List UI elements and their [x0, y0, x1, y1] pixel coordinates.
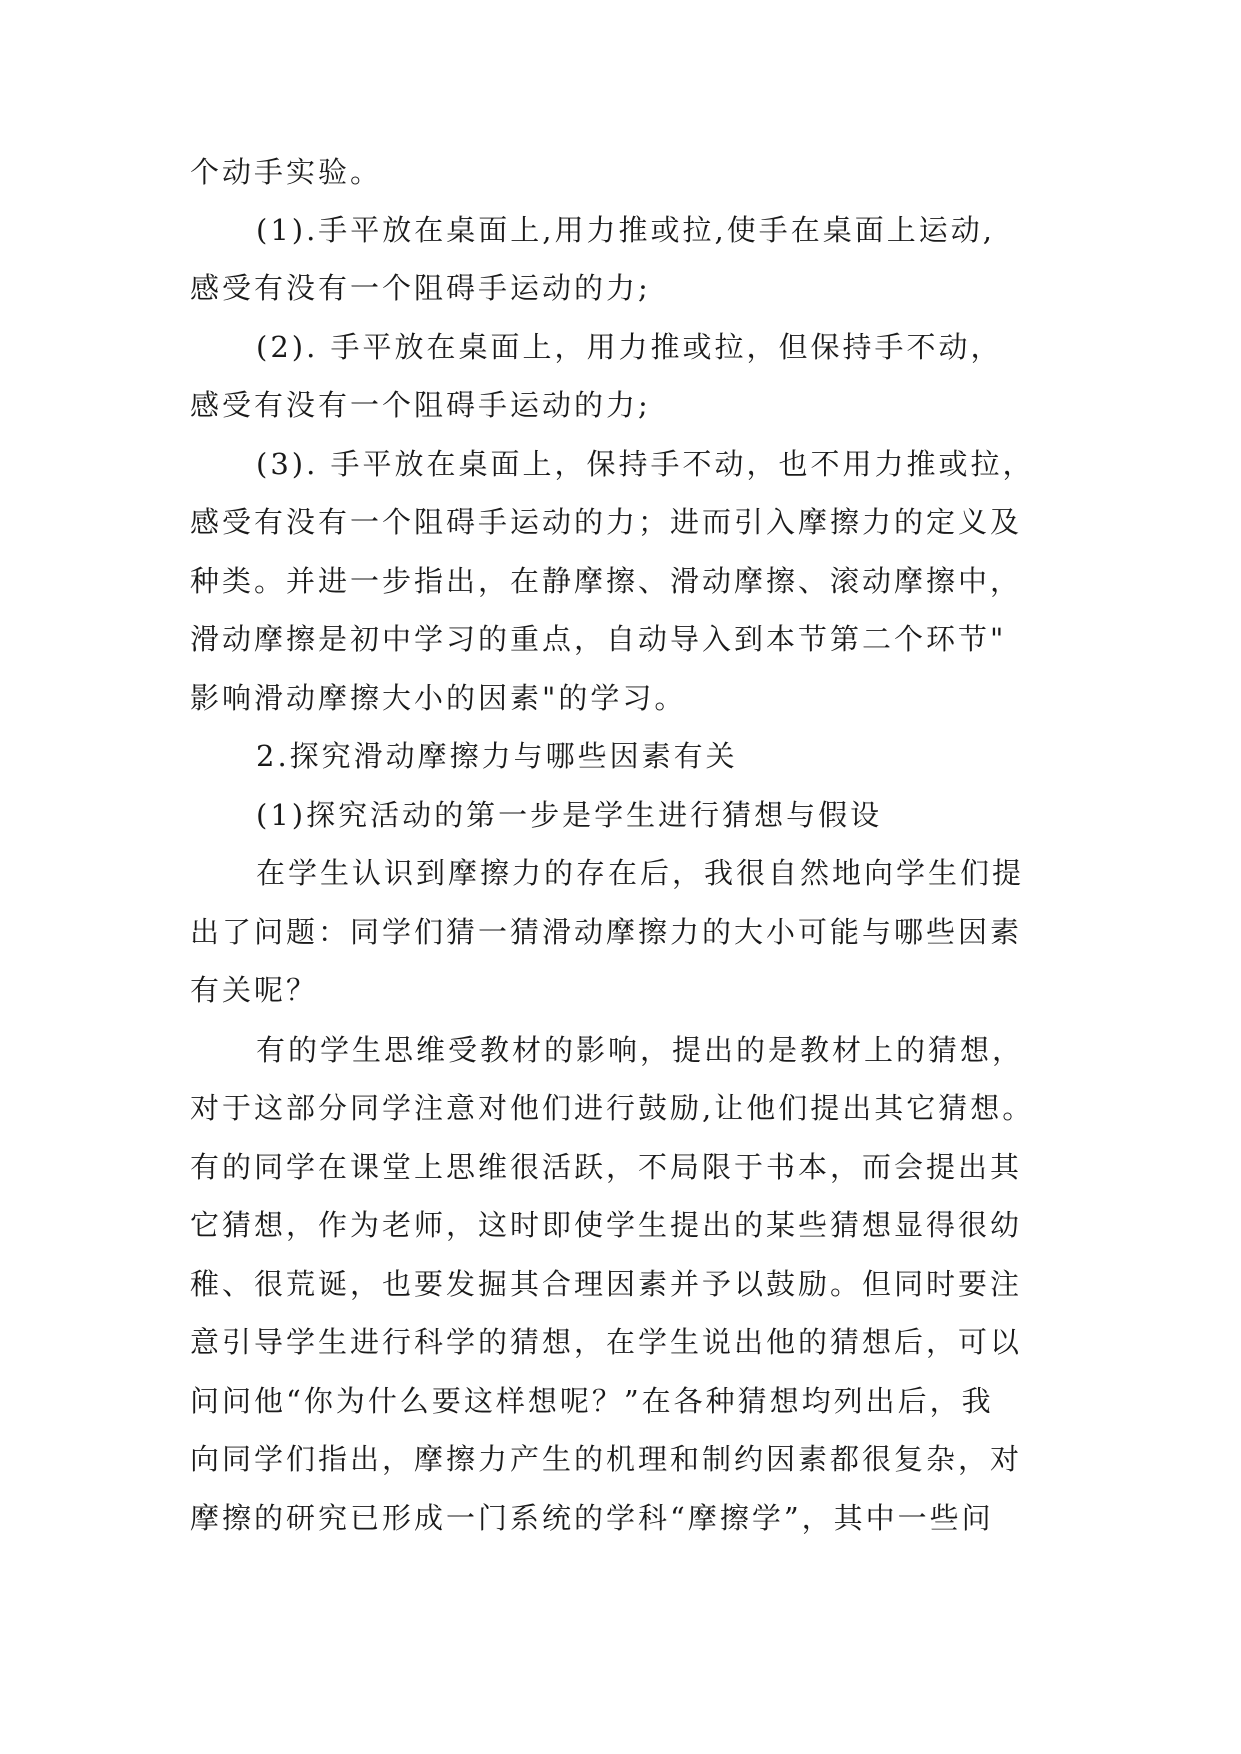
- text-line: 有关呢？: [190, 973, 319, 1007]
- text-line: 影响滑动摩擦大小的因素"的学习。: [190, 681, 687, 715]
- text-line: 在学生认识到摩擦力的存在后，我很自然地向学生们提: [256, 856, 1025, 890]
- text-line: 问问他“你为什么要这样想呢？”在各种猜想均列出后，我: [190, 1384, 994, 1418]
- text-line: 有的学生思维受教材的影响，提出的是教材上的猜想，: [256, 1033, 1025, 1067]
- text-line: 对于这部分同学注意对他们进行鼓励,让他们提出其它猜想。: [190, 1091, 1035, 1125]
- text-line: 意引导学生进行科学的猜想，在学生说出他的猜想后，可以: [190, 1325, 1023, 1359]
- text-line: 感受有没有一个阻碍手运动的力；进而引入摩擦力的定义及: [190, 505, 1023, 539]
- text-line: (2). 手平放在桌面上，用力推或拉，但保持手不动，: [256, 330, 1003, 364]
- text-line: 种类。并进一步指出，在静摩擦、滑动摩擦、滚动摩擦中，: [190, 564, 1023, 598]
- text-line: 感受有没有一个阻碍手运动的力;: [190, 271, 651, 305]
- text-line: 出了问题：同学们猜一猜滑动摩擦力的大小可能与哪些因素: [190, 915, 1023, 949]
- text-line: 有的同学在课堂上思维很活跃，不局限于书本，而会提出其: [190, 1150, 1023, 1184]
- text-line: (1).手平放在桌面上,用力推或拉,使手在桌面上运动,: [256, 213, 995, 247]
- text-line: 个动手实验。: [190, 155, 383, 189]
- text-line: 2.探究滑动摩擦力与哪些因素有关: [256, 739, 738, 773]
- text-line: 它猜想，作为老师，这时即使学生提出的某些猜想显得很幼: [190, 1208, 1023, 1242]
- text-line: 感受有没有一个阻碍手运动的力;: [190, 388, 651, 422]
- text-line: (1)探究活动的第一步是学生进行猜想与假设: [256, 798, 883, 832]
- text-line: 滑动摩擦是初中学习的重点，自动导入到本节第二个环节": [190, 622, 1007, 656]
- text-line: (3). 手平放在桌面上，保持手不动，也不用力推或拉，: [256, 447, 1035, 481]
- text-line: 稚、很荒诞，也要发掘其合理因素并予以鼓励。但同时要注: [190, 1267, 1023, 1301]
- text-line: 向同学们指出，摩擦力产生的机理和制约因素都很复杂，对: [190, 1442, 1023, 1476]
- text-line: 摩擦的研究已形成一门系统的学科“摩擦学”，其中一些问: [190, 1501, 994, 1535]
